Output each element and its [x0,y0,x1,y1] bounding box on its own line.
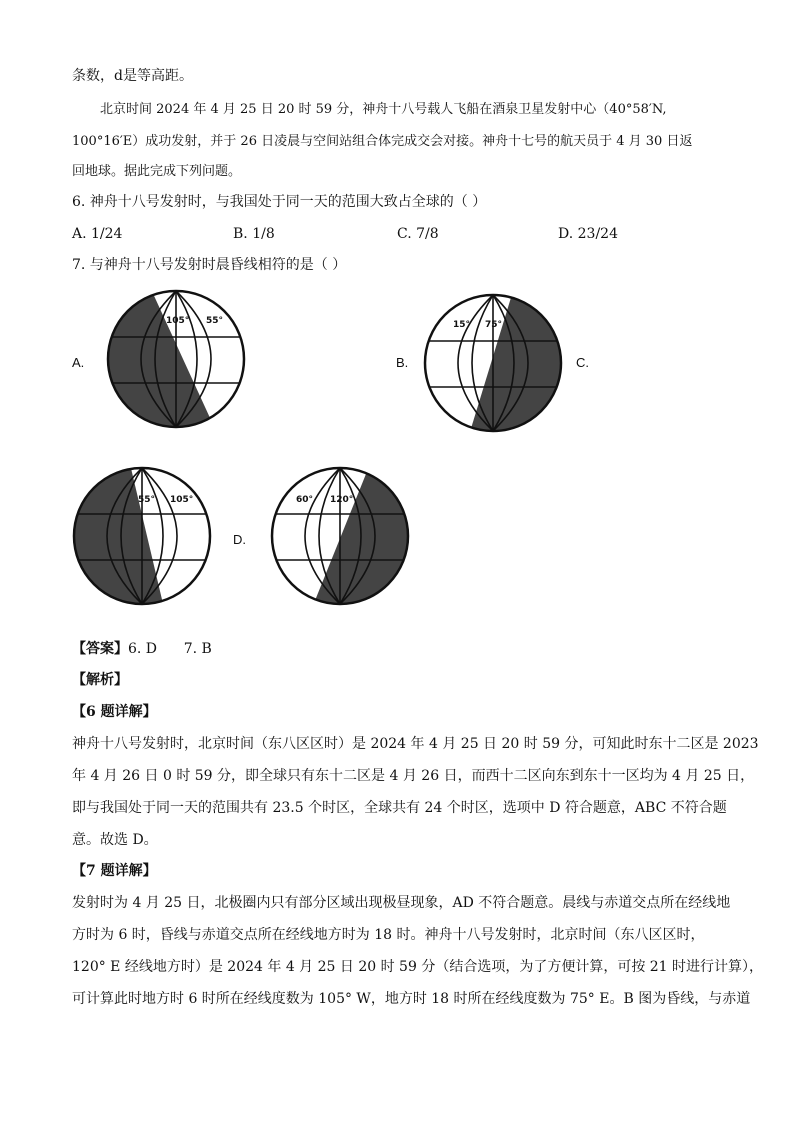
q7-detail-line-0: 发射时为 4 月 25 日，北极圈内只有部分区域出现极昼现象，AD 不符合题意。晨线与赤道交点所在经线地 [72,895,731,911]
q6-detail-line-3: 意。故选 D。 [72,832,158,848]
answer-label: 【答案】 [72,641,128,657]
q7-detail-line-2: 120° E 经线地方时）是 2024 年 4 月 25 日 20 时 59 分（结合选项，为了方便计算，可按 21 时进行计算）， [72,959,764,975]
q7-detail-line-3: 可计算此时地方时 6 时所在经线度数为 105° W，地方时 18 时所在经线度数为 75° E。B 图为昏线，与赤道 [72,991,751,1007]
q7-label-a: A. [72,355,85,370]
answer-row [72,639,212,659]
q6-stem: 6. 神舟十八号发射时，与我国处于同一天的范围大致占全球的（ ） [72,194,487,210]
q6-option-a: A. 1/24 [72,226,123,242]
globe-c-lon1: 55° [138,495,156,505]
q6-detail-line-0: 神舟十八号发射时，北京时间（东八区区时）是 2024 年 4 月 25 日 20 时 59 分，可知此时东十二区是 2023 [72,736,759,752]
globe-d-lon2: 120° [330,495,354,505]
globe-d [268,464,412,608]
q6-option-d: D. 23/24 [558,226,618,242]
q6-detail-line-2: 即与我国处于同一天的范围共有 23.5 个时区，全球共有 24 个时区，选项中 D 符合题意，ABC 不符合题 [72,800,727,816]
globe-a [104,287,248,431]
q7-label-c: C. [576,355,589,370]
globe-a-lon1: 105° [166,316,190,326]
answer-text: 6. D 7. B [128,641,212,657]
q6-detail-line-1: 年 4 月 26 日 0 时 59 分，即全球只有东十二区是 4 月 26 日，而西十二区向东到东十一区均为 4 月 25 日， [72,768,755,784]
q7-label-b: B. [396,355,409,370]
globe-c-lon2: 105° [170,495,194,505]
q6-detail-title: 【6 题详解】 [72,704,157,720]
intro-para-3: 回地球。据此完成下列问题。 [72,164,242,179]
intro-line-0: 条数，d是等高距。 [72,68,193,84]
globe-b-lon1: 15° [453,320,471,330]
globe-c [70,464,214,608]
intro-para-1: 北京时间 2024 年 4 月 25 日 20 时 59 分，神舟十八号载人飞船在酒泉卫星发射中心（40°58′N, [100,102,667,117]
globe-b-lon2: 75° [485,320,503,330]
globe-b [421,291,565,435]
q6-option-c: C. 7/8 [397,226,439,242]
analysis-label: 【解析】 [72,672,128,688]
intro-para-2: 100°16′E）成功发射，并于 26 日凌晨与空间站组合体完成交会对接。神舟十七号的航天员于 4 月 30 日返 [72,134,693,149]
q6-option-b: B. 1/8 [233,226,275,242]
q7-detail-line-1: 方时为 6 时，昏线与赤道交点所在经线地方时为 18 时。神舟十八号发射时，北京时间（东八区区时， [72,927,705,943]
q7-detail-title: 【7 题详解】 [72,863,157,879]
q7-label-d: D. [233,532,246,547]
globe-a-lon2: 55° [206,316,224,326]
globe-d-lon1: 60° [296,495,314,505]
q7-stem: 7. 与神舟十八号发射时晨昏线相符的是（ ） [72,257,347,273]
